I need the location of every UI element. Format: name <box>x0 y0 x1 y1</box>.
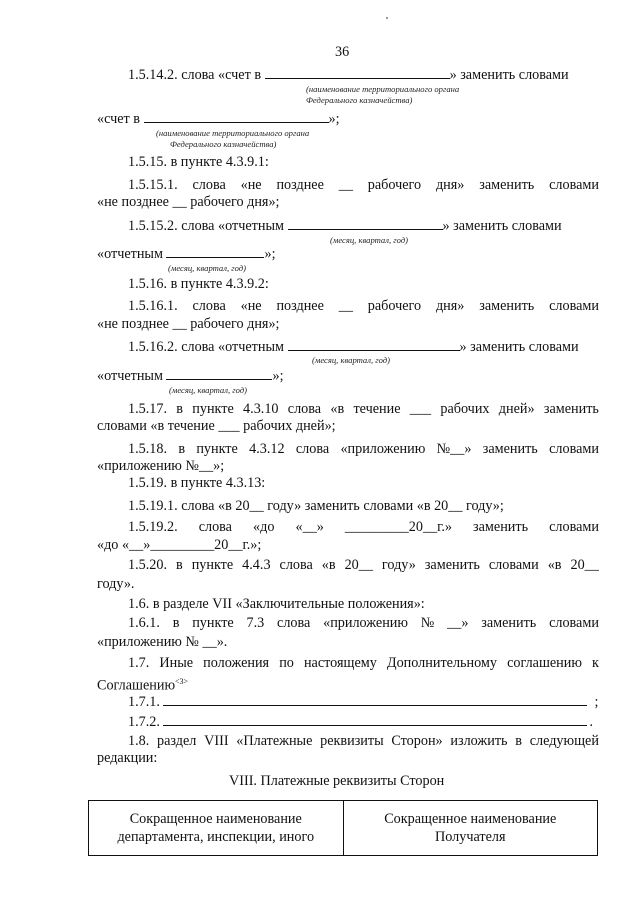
footnote-ref: <3> <box>175 677 189 686</box>
table-header-cell <box>343 801 598 855</box>
word: положения <box>203 655 270 671</box>
word: позднее <box>276 177 324 193</box>
field-caption: (месяц, квартал, год) <box>168 263 247 273</box>
word: слова <box>198 519 232 535</box>
payment-details-table <box>88 800 598 856</box>
clause-text: » заменить словами <box>459 339 579 355</box>
word: пункте <box>191 557 234 573</box>
word: словами <box>488 557 539 573</box>
word: заменить <box>473 519 529 535</box>
word: 1.5.15.1. <box>128 177 178 193</box>
word: __ <box>338 177 353 193</box>
word: «не <box>240 177 262 193</box>
clause-1-5-18 <box>128 441 599 458</box>
scan-speck <box>386 17 388 19</box>
word: 20__ <box>344 557 373 573</box>
clause-replacement <box>97 110 340 128</box>
word: слова <box>192 298 226 314</box>
clause-continuation: «не позднее __ рабочего дня»; <box>97 194 280 210</box>
word: заменить <box>479 298 535 314</box>
clause-text: «отчетным <box>97 368 163 384</box>
clause-1-5-16-2 <box>128 338 579 356</box>
blank-line <box>288 338 460 351</box>
clause-continuation: редакции: <box>97 750 158 766</box>
clause-1-5-19-2 <box>128 519 599 536</box>
clause-continuation: «приложению № __». <box>97 634 228 650</box>
cell-line: Сокращенное наименование <box>384 811 557 827</box>
blank-line <box>265 66 450 79</box>
word: 1.5.16.1. <box>128 298 178 314</box>
word: заменить <box>543 401 599 417</box>
clause-1-5-19: 1.5.19. в пункте 4.3.13: <box>128 475 266 491</box>
word: дня» <box>435 298 465 314</box>
word: в <box>176 557 183 573</box>
word: позднее <box>276 298 324 314</box>
cell-line: Сокращенное наименование <box>129 811 302 827</box>
section-heading: VIII. Платежные реквизиты Сторон <box>229 773 445 789</box>
clause-text: » заменить словами <box>449 67 569 83</box>
word: в <box>172 615 180 631</box>
word: заменить <box>481 615 537 631</box>
word: настоящему <box>303 655 377 671</box>
clause-text: . <box>589 714 594 730</box>
clause-continuation <box>97 673 188 695</box>
blank-line <box>144 110 329 123</box>
word: «в <box>330 401 345 417</box>
clause-text: » заменить словами <box>442 218 562 234</box>
clause-continuation: «не позднее __ рабочего дня»; <box>97 316 280 332</box>
clause-1-6: 1.6. в разделе VII «Заключительные положения»: <box>128 596 425 612</box>
word: «__» <box>295 519 324 535</box>
word: 4.3.12 <box>249 441 285 457</box>
clause-1-5-14-2 <box>128 66 569 84</box>
word: в <box>178 441 186 457</box>
clause-1-7-1 <box>128 693 598 711</box>
word: Сторон» <box>391 733 443 749</box>
word: «Платежные <box>236 733 313 749</box>
word: 1.5.19.2. <box>128 519 178 535</box>
clause-text: 1.5.14.2. слова «счет в <box>128 67 262 83</box>
word: ___ <box>409 401 432 417</box>
word: слова <box>295 441 330 457</box>
word: к <box>592 655 599 671</box>
cell-line: Получателя <box>435 829 506 845</box>
clause-1-8 <box>128 733 599 750</box>
clause-text: »; <box>328 111 340 127</box>
field-caption: (наименование территориального органа <box>306 84 460 94</box>
word: словами <box>549 519 599 535</box>
clause-text: 1.5.16.2. слова «отчетным <box>128 339 284 355</box>
word: словами <box>549 441 599 457</box>
clause-text: «счет в <box>97 111 140 127</box>
word: 1.8. <box>128 733 150 749</box>
word: словами <box>549 615 599 631</box>
blank-line <box>163 693 587 706</box>
word: «в <box>547 557 562 573</box>
word: году» <box>381 557 416 573</box>
word: дня» <box>435 177 465 193</box>
word: «приложению <box>323 615 408 631</box>
word: 1.7. <box>128 655 150 671</box>
clause-text: 1.5.15.2. слова «отчетным <box>128 218 284 234</box>
word: пункте <box>196 441 238 457</box>
word: изложить <box>450 733 508 749</box>
blank-line <box>166 367 272 380</box>
field-caption: (месяц, квартал, год) <box>169 385 248 395</box>
clause-text: »; <box>264 246 276 262</box>
word: __» <box>447 615 469 631</box>
field-caption: (наименование территориального органа <box>156 128 310 138</box>
clause-text: ; <box>594 694 599 710</box>
clause-1-7 <box>128 655 599 672</box>
word: 1.6.1. <box>128 615 160 631</box>
cell-line: департамента, инспекции, иного <box>117 829 315 845</box>
word: словами <box>549 298 599 314</box>
word: VIII <box>204 733 229 749</box>
field-caption: (месяц, квартал, год) <box>312 355 391 365</box>
clause-replacement <box>97 367 284 385</box>
word: заменить <box>479 177 535 193</box>
word: _________20__г.» <box>344 519 452 535</box>
word: 1.5.20. <box>128 557 168 573</box>
word: 4.3.10 <box>243 401 279 417</box>
clause-1-5-16-1 <box>128 298 599 315</box>
word: рабочего <box>367 177 422 193</box>
word: «до <box>253 519 275 535</box>
word: рабочего <box>367 298 422 314</box>
word: слова <box>192 177 226 193</box>
word: 4.4.3 <box>242 557 271 573</box>
clause-1-7-2 <box>128 713 593 731</box>
blank-line <box>288 217 443 230</box>
field-caption: Федерального казначейства) <box>306 95 413 105</box>
clause-1-5-15: 1.5.15. в пункте 4.3.9.1: <box>128 154 269 170</box>
word: 7.3 <box>246 615 265 631</box>
clause-text: 1.7.2. <box>128 714 160 730</box>
word: 20__ <box>570 557 599 573</box>
table-header-cell <box>89 801 343 855</box>
word: Дополнительному <box>386 655 497 671</box>
clause-1-5-16: 1.5.16. в пункте 4.3.9.2: <box>128 276 269 292</box>
word: словами <box>549 177 599 193</box>
word: заменить <box>424 557 480 573</box>
field-caption: Федерального казначейства) <box>170 139 277 149</box>
word: реквизиты <box>320 733 384 749</box>
word: № <box>420 615 435 631</box>
clause-continuation: «приложению №__»; <box>97 458 225 474</box>
word: слова <box>279 557 313 573</box>
word: 1.5.18. <box>128 441 168 457</box>
word: пункте <box>192 401 234 417</box>
clause-text: «отчетным <box>97 246 163 262</box>
blank-line <box>163 713 587 726</box>
word: «приложению <box>340 441 426 457</box>
clause-text: Соглашению <box>97 677 176 694</box>
clause-1-5-15-2 <box>128 217 562 235</box>
clause-1-5-17 <box>128 401 599 418</box>
word: следующей <box>529 733 599 749</box>
blank-line <box>166 245 264 258</box>
word: «не <box>240 298 262 314</box>
field-caption: (месяц, квартал, год) <box>330 235 409 245</box>
clause-replacement <box>97 245 276 263</box>
clause-1-5-15-1 <box>128 177 599 194</box>
clause-text: »; <box>272 368 284 384</box>
word: в <box>176 401 183 417</box>
clause-continuation: словами «в течение ___ рабочих дней»; <box>97 418 336 434</box>
word: заменить <box>482 441 538 457</box>
word: течение <box>353 401 401 417</box>
clause-1-6-1 <box>128 615 599 632</box>
page-number: 36 <box>335 44 350 60</box>
word: в <box>515 733 522 749</box>
word: 1.5.17. <box>128 401 168 417</box>
word: соглашению <box>507 655 582 671</box>
word: __ <box>338 298 353 314</box>
clause-continuation: «до «__»_________20__г.»; <box>97 537 262 553</box>
word: дней» <box>498 401 535 417</box>
word: Иные <box>159 655 194 671</box>
clause-text: 1.7.1. <box>128 694 160 710</box>
word: «в <box>321 557 336 573</box>
word: пункте <box>192 615 234 631</box>
word: раздел <box>157 733 197 749</box>
word: №__» <box>436 441 472 457</box>
clause-1-5-19-1: 1.5.19.1. слова «в 20__ году» заменить словами «в 20__ году»; <box>128 498 504 514</box>
word: слова <box>287 401 322 417</box>
word: по <box>279 655 294 671</box>
clause-continuation: году». <box>97 576 135 592</box>
word: рабочих <box>440 401 490 417</box>
word: слова <box>277 615 311 631</box>
clause-1-5-20 <box>128 557 599 574</box>
